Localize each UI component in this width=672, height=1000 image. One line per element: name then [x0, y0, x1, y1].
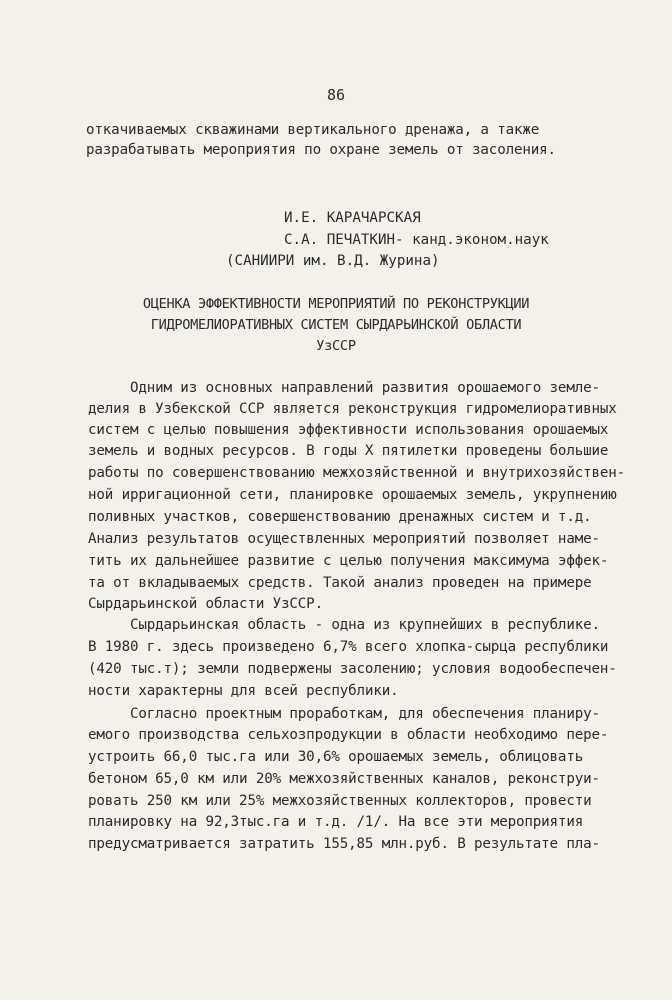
body-line: делия в Узбекской ССР является реконструкция гидромелиоративных: [88, 401, 617, 417]
author-2: С.А. ПЕЧАТКИН- канд.эконом.наук: [284, 232, 549, 248]
body-line: тить их дальнейшее развитие с целью получения максимума эффек-: [88, 553, 609, 569]
article-title-line: ГИДРОМЕЛИОРАТИВНЫХ СИСТЕМ СЫРДАРЬИНСКОЙ ОБЛАСТИ: [150, 317, 522, 333]
body-line: та от вкладываемых средств. Такой анализ проведен на примере: [88, 575, 592, 591]
body-line: Одним из основных направлений развития орошаемого земле-: [88, 380, 600, 396]
body-line: ности характерны для всей республики.: [88, 683, 399, 699]
body-line: работы по совершенствованию межхозяйственной и внутрихозяйствен-: [88, 465, 626, 481]
body-line: земель и водных ресурсов. В годы X пятилетки проведены большие: [88, 443, 609, 459]
author-1: И.Е. КАРАЧАРСКАЯ: [284, 210, 421, 226]
author-affiliation: (САНИИРИ им. В.Д. Журина): [226, 253, 440, 269]
body-line: бетоном 65,0 км или 20% межхозяйственных каналов, реконструи-: [88, 771, 600, 787]
body-line: устроить 66,0 тыс.га или 30,6% орошаемых земель, облицовать: [88, 749, 584, 765]
article-title-line: УзССР: [316, 338, 356, 354]
body-line: планировку на 92,3тыс.га и т.д. /1/. На все эти мероприятия: [88, 814, 584, 830]
body-line: Сырдарьинской области УзССР.: [88, 596, 323, 612]
body-line: емого производства сельхозпродукции в области необходимо пере-: [88, 727, 609, 743]
body-line: поливных участков, совершенствованию дренажных систем и т.д.: [88, 509, 592, 525]
body-line: ровать 250 км или 25% межхозяйственных коллекторов, провести: [88, 793, 592, 809]
body-line: (420 тыс.т); земли подвержены засолению; условия водообеспечен-: [88, 661, 617, 677]
body-line: Анализ результатов осуществленных мероприятий позволяет наме-: [88, 531, 600, 547]
body-line: ной ирригационной сети, планировке орошаемых земель, укрупнению: [88, 487, 617, 503]
continuation-line: разрабатывать мероприятия по охране земель от засоления.: [86, 142, 556, 158]
body-line: В 1980 г. здесь произведено 6,7% всего хлопка-сырца республики: [88, 639, 609, 655]
body-line: Согласно проектным проработкам, для обеспечения планиру-: [88, 706, 600, 722]
continuation-line: откачиваемых скважинами вертикального дренажа, а также: [86, 122, 540, 138]
body-line: систем с целью повышения эффективности использования орошаемых: [88, 422, 609, 438]
body-line: предусматривается затратить 155,85 млн.руб. В результате пла-: [88, 836, 600, 852]
body-line: Сырдарьинская область - одна из крупнейших в республике.: [88, 617, 600, 633]
page-number: 86: [326, 86, 346, 104]
article-title-line: ОЦЕНКА ЭФФЕКТИВНОСТИ МЕРОПРИЯТИЙ ПО РЕКОНСТРУКЦИИ: [142, 296, 530, 312]
